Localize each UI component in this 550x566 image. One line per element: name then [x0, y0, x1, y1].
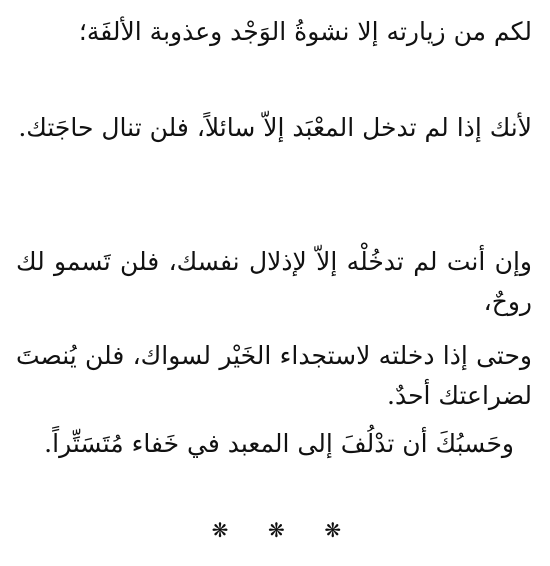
paragraph-4: وحتى إذا دخلته لاستجداء الخَيْر لسواك، فلن يُنصتَ لضراعتك أحدٌ.: [16, 341, 532, 410]
asterism-star-icon: ❋: [268, 518, 285, 542]
paragraph-1: لكم من زيارته إلا نشوةُ الوَجْد وعذوبة الألفَة؛: [78, 17, 532, 46]
paragraph-5: وحَسبُكَ أن تدْلُفَ إلى المعبد في خَفاء مُتَسَتِّراً.: [44, 429, 514, 458]
paragraph-3: وإن أنت لم تدخُلْه إلاّ لإذلال نفسك، فلن تَسمو لك روحٌ،: [16, 247, 532, 316]
asterism-star-icon: ❋: [211, 518, 229, 542]
section-separator: [0, 518, 550, 542]
asterism-star-icon: ❋: [324, 518, 342, 542]
paragraph-2: لأنك إذا لم تدخل المعْبَد إلاّ سائلاً، فلن تنال حاجَتك.: [18, 113, 532, 142]
